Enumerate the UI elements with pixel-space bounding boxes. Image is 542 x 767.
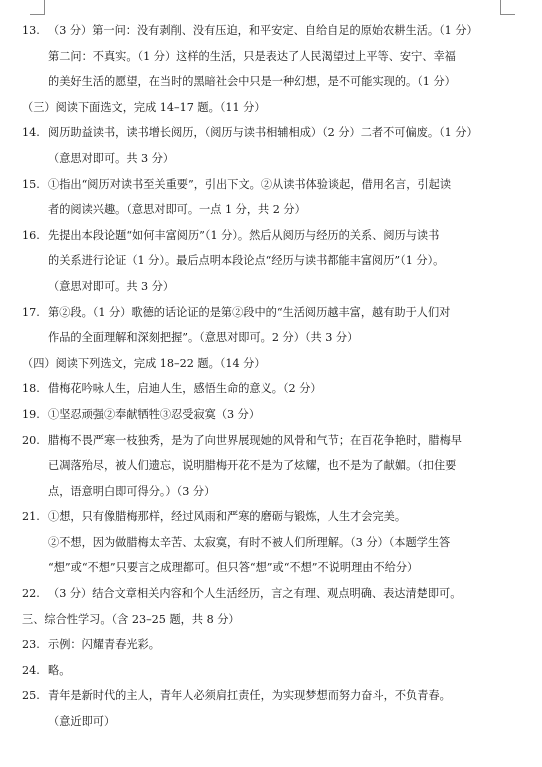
line-16 <box>18 223 524 249</box>
line-16-cont-2 <box>18 274 524 300</box>
line-text: 略。 <box>48 663 71 677</box>
item-number: 17. <box>22 305 40 319</box>
item-number: 13. <box>22 24 40 37</box>
item-number: 22. <box>22 587 40 601</box>
line-14-cont <box>18 146 524 172</box>
item-number: 25. <box>22 689 40 703</box>
section-heading-text: 三、综合性学习。（含 23–25 题，共 8 分） <box>22 612 240 626</box>
section-heading-text: （四）阅读下列选文，完成 18–22 题。（14 分） <box>22 356 266 370</box>
line-20-cont-2 <box>18 479 524 505</box>
line-14 <box>18 120 524 146</box>
line-20 <box>18 428 524 454</box>
line-13-cont-1 <box>18 44 524 70</box>
line-21-cont-2 <box>18 555 524 581</box>
line-text: “想”或“不想”只要言之成理都可。但只答“想”或“不想”不说明理由不给分） <box>48 561 419 575</box>
line-16-cont-1 <box>18 248 524 274</box>
line-25 <box>18 683 524 709</box>
line-15 <box>18 172 524 198</box>
line-text: 借梅花吟咏人生，启迪人生，感悟生命的意义。（2 分） <box>48 382 322 396</box>
line-24 <box>18 658 524 684</box>
line-text: 点，语意明白即可得分。）（3 分） <box>48 484 216 498</box>
section-heading-3 <box>18 95 524 121</box>
line-21 <box>18 504 524 530</box>
section-heading-4 <box>18 351 524 377</box>
line-23 <box>18 632 524 658</box>
line-text: 的美好生活的愿望，在当时的黑暗社会中只是一种幻想，是不可能实现的。（1 分） <box>48 75 456 89</box>
line-text: （意思对即可。共 3 分） <box>48 151 175 165</box>
item-number: 14. <box>22 126 40 140</box>
line-text: 阅历助益读书，读书增长阅历，（阅历与读书相辅相成）（2 分）二者不可偏废。（1 分） <box>48 126 478 140</box>
line-text: 已凋落殆尽，被人们遗忘，说明腊梅开花不是为了炫耀，也不是为了献媚。（扣住要 <box>48 459 457 473</box>
line-text: ②不想，因为做腊梅太辛苦、太寂寞，有时不被人们所理解。（3 分）（本题学生答 <box>48 535 451 549</box>
line-text: （3 分）结合文章相关内容和个人生活经历，言之有理、观点明确、表达清楚即可。 <box>48 587 462 601</box>
line-text: 青年是新时代的主人，青年人必须肩扛责任，为实现梦想而努力奋斗，不负青春。 <box>48 689 451 703</box>
line-text: （意思对即可。共 3 分） <box>48 279 175 293</box>
line-text: （意近即可） <box>48 715 116 729</box>
line-22 <box>18 581 524 607</box>
item-number: 19. <box>22 407 40 421</box>
section-heading-comprehensive <box>18 607 524 633</box>
line-17 <box>18 300 524 326</box>
item-number: 24. <box>22 663 40 677</box>
line-text: 腊梅不畏严寒一枝独秀，是为了向世界展现她的风骨和气节；在百花争艳时，腊梅早 <box>48 433 462 447</box>
line-25-cont <box>18 709 524 735</box>
line-text: 先提出本段论题“如何丰富阅历”（1 分）。然后从阅历与经历的关系、阅历与读书 <box>48 228 440 242</box>
line-text: 第②段。（1 分）歌德的话论证的是第②段中的“生活阅历越丰富，越有助于人们对 <box>48 305 451 319</box>
line-21-cont-1 <box>18 530 524 556</box>
line-20-cont-1 <box>18 453 524 479</box>
line-text: 的关系进行论证（1 分）。最后点明本段论点“经历与读书都能丰富阅历”（1 分）。 <box>48 254 445 268</box>
line-text: （3 分）第一问：没有剥削、没有压迫，和平安定、自给自足的原始农耕生活。（1 分） <box>48 24 478 37</box>
item-number: 21. <box>22 510 40 524</box>
line-18 <box>18 376 524 402</box>
line-19 <box>18 402 524 428</box>
item-number: 15. <box>22 177 40 191</box>
line-text: 者的阅读兴趣。（意思对即可。一点 1 分，共 2 分） <box>48 203 306 217</box>
item-number: 18. <box>22 382 40 396</box>
line-13-cont-2 <box>18 69 524 95</box>
item-number: 20. <box>22 433 40 447</box>
line-13 <box>18 18 524 44</box>
page-corner-mark-left <box>30 0 45 15</box>
line-text: ①指出“阅历对读书至关重要”，引出下文。②从读书体验谈起，借用名言，引起读 <box>48 177 452 191</box>
line-17-cont <box>18 325 524 351</box>
line-text: 示例：闪耀青春光彩。 <box>48 638 160 652</box>
item-number: 23. <box>22 638 40 652</box>
page-corner-mark-right <box>500 0 515 15</box>
answer-content <box>18 18 524 735</box>
section-heading-text: （三）阅读下面选文，完成 14–17 题。（11 分） <box>22 100 266 114</box>
line-15-cont <box>18 197 524 223</box>
line-text: ①想，只有像腊梅那样，经过风雨和严寒的磨砺与锻炼，人生才会完美。 <box>48 510 407 524</box>
line-text: ①坚忍顽强②奉献牺牲③忍受寂寞（3 分） <box>48 407 261 421</box>
line-text: 作品的全面理解和深刻把握”。（意思对即可。2 分）（共 3 分） <box>48 331 359 345</box>
item-number: 16. <box>22 228 40 242</box>
line-text: 第二问：不真实。（1 分）这样的生活，只是表达了人民渴望过上平等、安宁、幸福 <box>48 49 456 63</box>
